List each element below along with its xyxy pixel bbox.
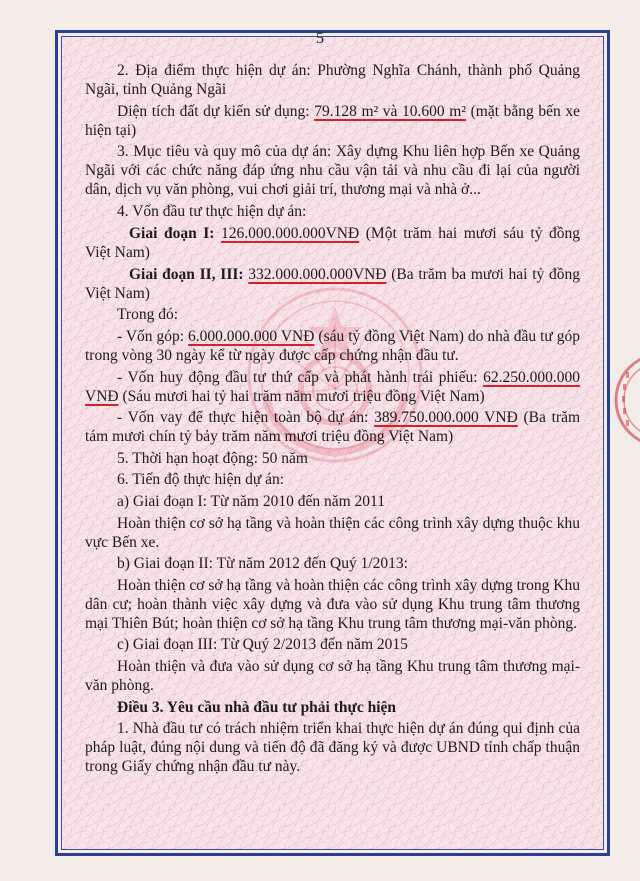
capital-item-prefix: - Vốn vay để thực hiện toàn bộ dự án: (117, 409, 369, 427)
capital-item-amount: 62.250.000.000 VNĐ (85, 368, 580, 405)
land-area-label: Diện tích đất dự kiến sử dụng: (117, 102, 310, 120)
capital-item-amount: 6.000.000.000 VNĐ (188, 327, 315, 345)
land-area-value: 79.128 m² và 10.600 m² (314, 102, 466, 120)
breakdown-label (85, 305, 580, 324)
capital-item-suffix: (sáu tỷ đồng Việt Nam) do nhà đầu tư góp trong vòng 30 ngày kể từ ngày được cấp chứng nhận đầu tư. (85, 327, 580, 364)
schedule-heading (85, 470, 580, 489)
capital-item-amount: 389.750.000.000 VNĐ (374, 409, 518, 427)
phase23-capital (85, 265, 580, 303)
article-3-heading-text: Điều 3. Yêu cầu nhà đầu tư phải thực hiện (117, 698, 396, 716)
red-seal-stamp-icon (612, 350, 640, 450)
schedule-phase-detail (85, 514, 580, 552)
phase1-capital (85, 224, 580, 262)
capital-item-bonds (85, 368, 580, 406)
schedule-phase-a-detail: Hoàn thiện cơ sở hạ tầng và hoàn thiện các công trình xây dựng thuộc khu vực Bến xe. (85, 514, 580, 551)
page-number: 5 (316, 30, 324, 47)
schedule-phase-b-detail: Hoàn thiện cơ sở hạ tầng và hoàn thiện các công trình xây dựng trong Khu dân cư; hoàn thành việc xây dựng và đưa vào sử dụng Khu trung tâm thương mại Thiên Bút; hoàn thiện cơ sở hạ tầng Khu trung tâm thương mại-văn phòng. (85, 576, 580, 632)
schedule-phase-c-title: c) Giai đoạn III: Từ Quý 2/2013 đến năm 2015 (117, 636, 408, 654)
phase23-words: (Ba trăm ba mươi hai tỷ đồng Việt Nam) (85, 265, 581, 302)
project-objective-text: 3. Mục tiêu và quy mô của dự án: Xây dựng Khu liên hợp Bến xe Quảng Ngãi với các chức năng đáp ứng nhu cầu vận tải và nhu cầu đi lại của người dân, dịch vụ văn phòng, vui chơi giải trí, thương mại và nhà ở... (85, 143, 580, 199)
phase23-label: Giai đoạn II, III: (129, 265, 244, 283)
schedule-phase-title (85, 554, 580, 573)
schedule-phase-title (85, 635, 580, 654)
article-3-item-1 (85, 719, 580, 776)
operation-duration-text: 5. Thời hạn hoạt động: 50 năm (117, 449, 308, 467)
investment-capital-heading-text: 4. Vốn đầu tư thực hiện dự án: (117, 202, 307, 220)
phase23-amount: 332.000.000.000VNĐ (248, 265, 387, 283)
document-body (85, 61, 580, 779)
capital-item-loan (85, 408, 580, 446)
operation-duration (85, 449, 580, 468)
capital-item-suffix: (Ba trăm tám mươi chín tỷ bảy trăm năm mươi triệu đồng Việt Nam) (85, 409, 581, 446)
project-objective (85, 142, 580, 199)
land-area (85, 102, 580, 140)
schedule-heading-text: 6. Tiến độ thực hiện dự án: (117, 471, 285, 489)
schedule-phase-b-title: b) Giai đoạn II: Từ năm 2012 đến Quý 1/2013: (117, 555, 408, 573)
phase1-label: Giai đoạn I: (129, 224, 215, 242)
project-location-text: 2. Địa điểm thực hiện dự án: Phường Nghĩa Chánh, thành phố Quảng Ngãi, tỉnh Quảng Ngãi (85, 62, 580, 98)
schedule-phase-detail (85, 576, 580, 633)
phase1-words: (Một trăm hai mươi sáu tỷ đồng Việt Nam) (85, 224, 581, 261)
phase1-amount: 126.000.000.000VNĐ (220, 224, 360, 242)
schedule-phase-a-title: a) Giai đoạn I: Từ năm 2010 đến năm 2011 (117, 492, 385, 510)
schedule-phase-detail (85, 657, 580, 695)
investment-capital-heading (85, 202, 580, 221)
capital-item-equity (85, 327, 580, 365)
land-area-note: (mặt bằng bến xe hiện tại) (85, 102, 581, 139)
article-3-heading (85, 698, 580, 717)
schedule-phase-c-detail: Hoàn thiện và đưa vào sử dụng cơ sở hạ tầng Khu trung tâm thương mại-văn phòng. (85, 657, 580, 694)
article-3-item-1-text: 1. Nhà đầu tư có trách nhiệm triển khai thực hiện dự án đúng qui định của pháp luật, đúng nội dung và tiến độ đã đăng ký và được UBND tỉnh chấp thuận trong Giấy chứng nhận đầu tư này. (85, 720, 580, 776)
schedule-phase-title (85, 492, 580, 511)
capital-item-prefix: - Vốn góp: (117, 327, 185, 345)
capital-item-suffix: (Sáu mươi hai tỷ hai trăm năm mươi triệu đồng Việt Nam) (122, 387, 485, 405)
capital-item-prefix: - Vốn huy động đầu tư thứ cấp và phát hành trái phiếu: (117, 368, 478, 386)
project-location (85, 61, 580, 99)
breakdown-label-text: Trong đó: (117, 306, 179, 324)
